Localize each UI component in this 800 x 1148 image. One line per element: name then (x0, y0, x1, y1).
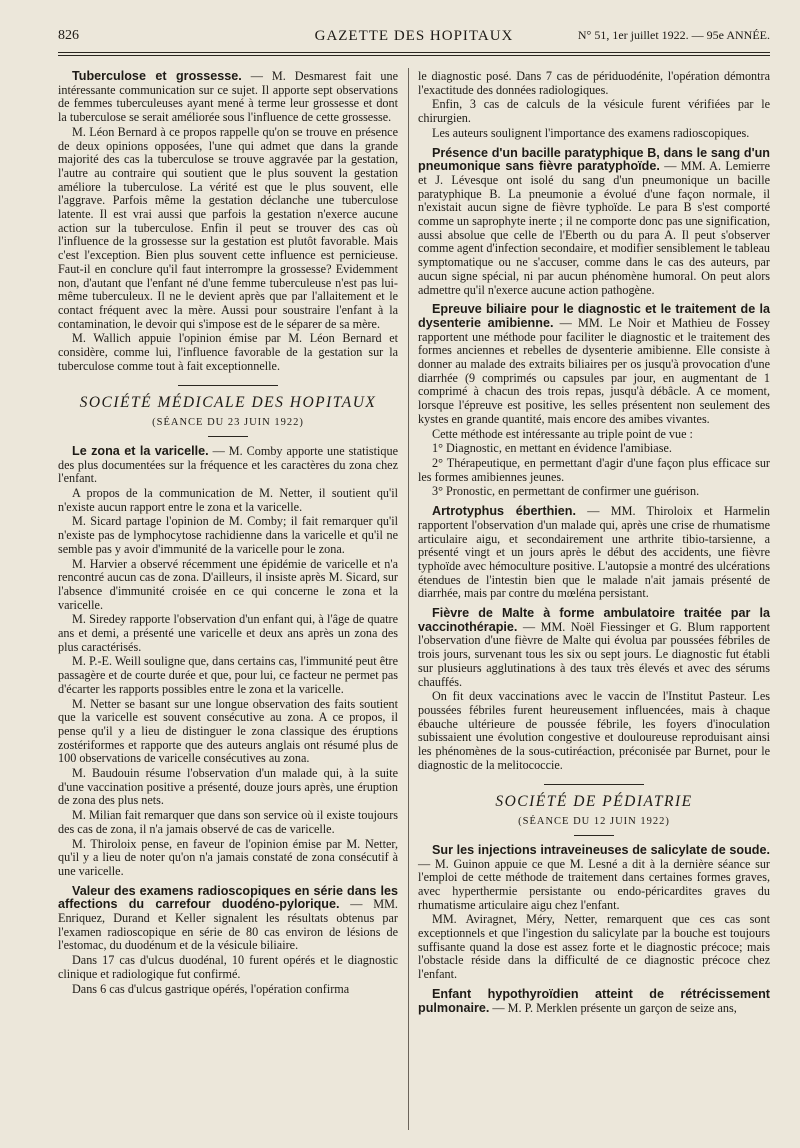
paragraph: M. Milian fait remarquer que dans son service où il existe toujours des cas de zona, il n'a jamais observé de cas de varicelle. (58, 808, 398, 836)
paragraph: M. P.-E. Weill souligne que, dans certains cas, l'immunité peut être passagère et de courte durée et que, pour lui, ce facteur ne permet pas d'écarter les rapports possibles entre le zona et la varicelle. (58, 654, 398, 696)
paragraph: Les auteurs soulignent l'importance des examens radioscopiques. (432, 125, 750, 140)
article-text: — M. Guinon appuie ce que M. Lesné a dit à la dernière séance sur l'emploi de cette méthode de traitement dans certaines formes graves, avec hyperthermie persistante ou endo-péricardites graves du rhumatisme articulaire aigu chez l'enfant. (418, 856, 770, 912)
section-name: SOCIÉTÉ MÉDICALE DES HOPITAUX (79, 394, 377, 412)
section-heading-medicale (58, 385, 398, 436)
issue-info: N° 51, 1er juillet 1922. — 95e ANNÉE. (577, 28, 770, 42)
paragraph: M. Netter se basant sur une longue observation des faits soutient que la varicelle est souvent consécutive au zona. A ce propos, il pense qu'il y a lieu de distinguer le zona classique des éruptions zostériformes et rapporte que des auteurs anglais ont résumé plus de 100 observations de varicelle consécutives au zona. (58, 696, 398, 766)
article-title: Valeur des examens radioscopiques en série dans les affections du carrefour duodéno-pylorique. (58, 883, 398, 912)
article-text: — MM. Thiroloix et Harmelin rapportent l'observation d'un malade qui, après une crise de rhumatisme articulaire aigu, et secondairement une arthrite tibio-tarsienne, a présenté vingt et un jours après le début des accidents, une fièvre typhoïde avec hémoculture positive. L'autopsie a montré des ulcérations étendues de l'intestin bien que le malade n'ait jamais présenté de diarrhée, mais par contre du mœléna persistant. (418, 504, 771, 601)
header-rule (58, 52, 770, 53)
section-name: SOCIÉTÉ DE PÉDIATRIE (495, 793, 693, 811)
article-title: Fièvre de Malte à forme ambulatoire traitée par la vaccinothérapie. (418, 606, 770, 634)
paragraph: M. Wallich appuie l'opinion émise par M. Léon Bernard et considère, comme lui, l'influence favorable de la gestation sur la tuberculose comme tout à fait exceptionnelle. (58, 331, 398, 373)
journal-title: GAZETTE DES HOPITAUX (314, 28, 514, 44)
article-text: — MM. Le Noir et Mathieu de Fossey rapportent une méthode pour faciliter le diagnostic et le traitement des formes anciennes et rebelles de dysenterie amibienne. Elle consiste à donner au malade des extraits biliaires per os jusqu'à provocation d'une diarrhée (9 comprimés ou capsules par jour, en augmentant de 1 comprimé à chacun des trois repas, jusqu'à débâcle. A ce moment, lorsque l'épreuve est positive, les selles présentent non seulement des kystes en grande quantité, mais encore des amibes vivantes. (418, 315, 770, 426)
section-rule (544, 784, 644, 785)
paragraph: M. Sicard partage l'opinion de M. Comby; il fait remarquer qu'il n'existe pas de lymphocytose rachidienne dans la varicelle et qu'il ne semble pas y avoir d'immunité de la varicelle pour le zona. (58, 514, 398, 556)
article-title: Présence d'un bacille paratyphique B, dans le sang d'un pneumonique sans fièvre paratyphoïde. (418, 145, 770, 174)
paragraph: A propos de la communication de M. Netter, il soutient qu'il n'existe aucun rapport entre le zona et la varicelle. (58, 485, 398, 514)
paragraph: Enfin, 3 cas de calculs de la vésicule furent vérifiées par le chirurgien. (418, 97, 770, 126)
article-tuberculose (58, 70, 398, 125)
article-title: Tuberculose et grossesse. (72, 69, 242, 83)
article-fievre-malte (418, 607, 770, 689)
article-title: Sur les injections intraveineuses de salicylate de soude. (432, 842, 770, 857)
paragraph: M. Baudouin résume l'observation d'un malade qui, à la suite d'une vaccination positive a présenté, douze jours après, une éruption de zona des plus nets. (58, 766, 398, 808)
article-text: — MM. A. Lemierre et J. Lévesque ont isolé du sang d'un pneumonique un bacille paratyphique B. La pneumonie a évolué d'une façon normale, il n'existait aucun signe de fièvre typhoïde. Le para B s'est comporté comme un saprophyte inerte ; il ne comporte donc pas une signification, aussi absolue que celle de l'Eberth ou du para A. Il peut s'observer comme agent d'infection secondaire, et modifier sensiblement le tableau symptomatique ou ne s'accuser, comme dans le cas des auteurs, par aucun signe spécial, ni par aucun phénomène humoral. On peut alors admettre qu'il n'exerce aucune action pathogène. (418, 159, 770, 297)
paragraph: M. Thiroloix pense, en faveur de l'opinion émise par M. Netter, qu'il y a lieu de noter qu'on n'a jamais constaté de zona consécutif à une varicelle. (58, 836, 398, 878)
right-column (418, 70, 770, 1016)
article-dysenterie (418, 303, 770, 426)
paragraph: 3° Pronostic, en permettant de confirmer une guérison. (432, 484, 700, 499)
paragraph: M. Harvier a observé récemment une épidémie de varicelle et n'a rencontré aucun cas de zona. D'ailleurs, il insiste après M. Sicard, sur l'absence d'immunité croisée en ce qui concerne le zona et la varicelle. (58, 556, 398, 612)
section-date: (SÉANCE DU 23 JUIN 1922) (152, 417, 304, 429)
paragraph: M. Léon Bernard à ce propos rappelle qu'on se trouve en présence de deux opinions opposées, l'une qui admet que dans la grande majorité des cas la tuberculose se trouve aggravée par la gestation, l'autre au contraire qui soutient que le plus souvent la gestation améliore la tuberculose. La vérité est que le plus souvent, elle l'aggrave. Parfois même la gestation déclanche une tuberculose latente. Il est vrai aussi que parfois la gestation n'exerce aucune action sur la tuberculose. Enfin il peut se trouver des cas où l'influence de la grossesse sur la gestation est plutôt favorable. Mais c'est l'exception. Bien plus souvent cette influence est pernicieuse. Faut-il en conclure qu'il faut interrompre la grossesse? Evidemment non, d'autant que l'enfant né d'une femme tuberculeuse n'est pas lui-même tuberculeux. Il ne le devient après que par l'allaitement et le contact fréquent avec la mère. Aussi pour soustraire l'enfant à la contamination, le devoir qui s'impose est de le séparer de sa mère. (58, 124, 398, 331)
paragraph: On fit deux vaccinations avec le vaccin de l'Institut Pasteur. Les poussées fébriles furent heureusement influencées, mais à chaque ébauche ultérieure de poussée fébrile, les foyers d'inoculation subissaient une évolution congestive et douloureuse reproduisant ainsi les phénomènes de la sous-cutiréaction, préconisée par Burnet, pour le diagnostic de la melitococcie. (418, 689, 770, 772)
column-divider (408, 68, 409, 1130)
header-rule-double (58, 55, 770, 56)
article-artrotyphus (418, 505, 770, 601)
section-rule-short (574, 835, 614, 836)
paragraph: 1° Diagnostic, en mettant en évidence l'amibiase. (432, 441, 672, 456)
paragraph: M. Siredey rapporte l'observation d'un enfant qui, à l'âge de quatre ans et demi, a présenté une varicelle et deux ans après un zona des plus caractérisés. (58, 612, 398, 654)
article-title: Enfant hypothyroïdien atteint de rétrécissement pulmonaire. (418, 986, 770, 1015)
article-title: Artrotyphus éberthien. (432, 504, 576, 519)
paragraph: Dans 17 cas d'ulcus duodénal, 10 furent opérés et le diagnostic clinique et radiologique fut confirmé. (58, 953, 398, 981)
article-radioscopie (58, 885, 398, 954)
paragraph: 2° Thérapeutique, en permettant d'agir d'une façon plus efficace sur les formes amibiennes jeunes. (418, 455, 770, 484)
article-title: Le zona et la varicelle. (72, 443, 209, 458)
section-heading-pediatrie (418, 784, 770, 835)
paragraph: MM. Aviragnet, Méry, Netter, remarquent que ces cas sont exceptionnels et que l'ingestion du salicylate par la bouche est toujours suffisante quand la dose est assez forte et le diagnostic précoce; mais l'obstacle réside dans la difficulté de ce diagnostic précoce chez l'enfant. (418, 912, 770, 982)
section-rule (178, 385, 278, 386)
paragraph-continued: le diagnostic posé. Dans 7 cas de périduodénite, l'opération démontra l'exactitude des données radiologiques. (418, 69, 770, 97)
article-text: — MM. Enriquez, Durand et Keller signalent les résultats obtenus par l'examen radioscopique en série de 80 cas environ de lésions de l'estomac, du duodénum et de la vésicule biliaire. (58, 897, 398, 953)
paragraph: Dans 6 cas d'ulcus gastrique opérés, l'opération confirma (72, 981, 350, 996)
article-text: — M. P. Merklen présente un garçon de seize ans, (489, 1000, 737, 1015)
article-text: — M. Comby apporte une statistique des plus documentées sur la fréquence et les caractères du zona chez l'enfant. (58, 443, 398, 486)
section-rule-short (208, 436, 248, 437)
paragraph: Cette méthode est intéressante au triple point de vue : (432, 426, 693, 441)
running-header (58, 24, 770, 54)
section-date: (SÉANCE DU 12 JUIN 1922) (518, 816, 670, 828)
article-title: Epreuve biliaire pour le diagnostic et le traitement de la dysenterie amibienne. (418, 302, 770, 330)
article-zona (58, 445, 398, 486)
page-number: 826 (58, 28, 79, 43)
article-text: — MM. Noël Fiessinger et G. Blum rapportent l'observation d'une fièvre de Malte qui évolua par poussées fébriles de trois jours, survenant tous les six ou sept jours. Le diagnostic fut établi sur plusieurs agglutinations à des taux très élevés et avec des sérums chauffés. (418, 619, 770, 689)
article-text: — M. Desmarest fait une intéressante communication sur ce sujet. Il apporte sept observations de femmes tuberculeuses ayant mené à terme leur grossesse et dont la tuberculose se serait améliorée sous l'influence de cette grossesse. (58, 69, 398, 125)
article-hypothyroidien (418, 988, 770, 1015)
article-salicylate (418, 844, 770, 913)
article-paratyphique (418, 147, 770, 298)
left-column (58, 70, 398, 997)
